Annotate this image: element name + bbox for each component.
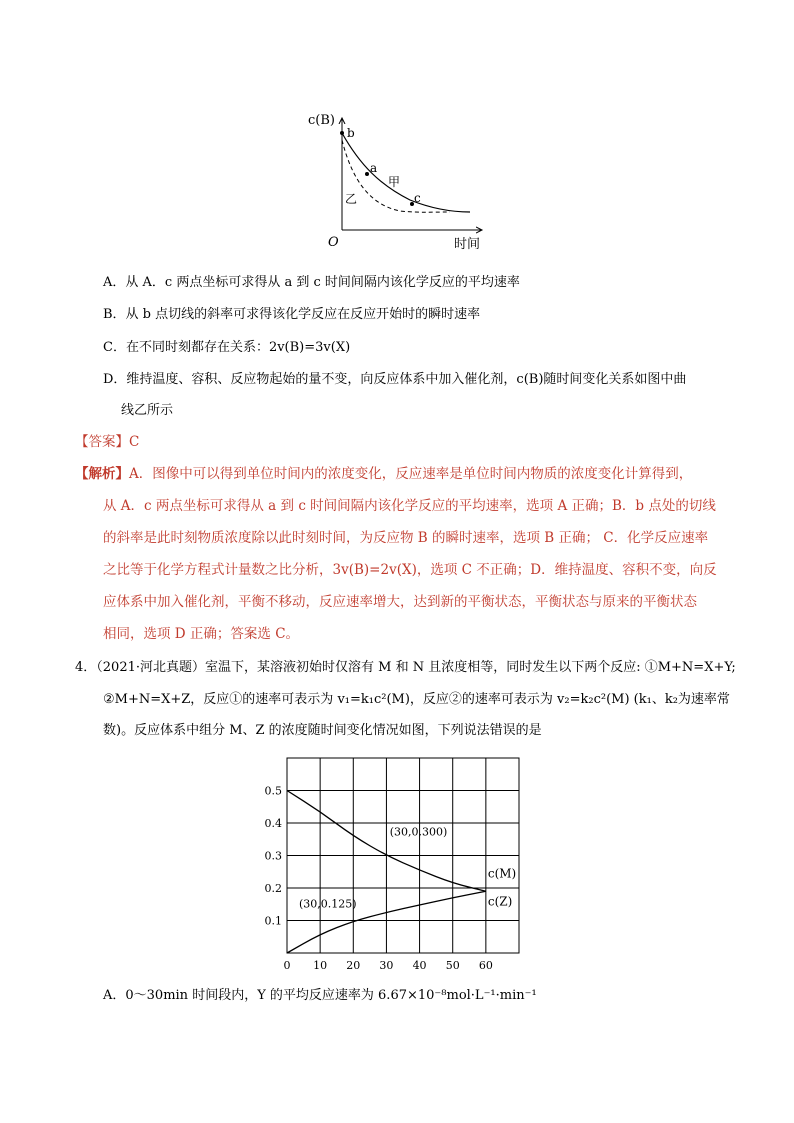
y-tick-label: 0.2	[264, 882, 282, 895]
q3-option-c: C．在不同时刻都存在关系：2v(B)=3v(X)	[103, 340, 351, 355]
y-axis-label: c(B)	[308, 113, 335, 128]
q4-line-3: 数)。反应体系中组分 M、Z 的浓度随时间变化情况如图，下列说法错误的是	[103, 723, 542, 738]
answer-value: C	[129, 434, 140, 450]
answer-label: 【答案】	[75, 434, 129, 450]
x-tick-label: 50	[445, 959, 460, 972]
analysis-line-6: 相同，选项 D 正确；答案选 C。	[103, 626, 300, 642]
x-tick-label: 40	[412, 959, 427, 972]
answer-row	[75, 430, 139, 450]
analysis-line-1: 【解析】A．图像中可以得到单位时间内的浓度变化，反应速率是单位时间内物质的浓度变化计算得到，	[75, 466, 693, 482]
curve-jia-label: 甲	[388, 175, 401, 189]
x-tick-label: 0	[283, 959, 291, 972]
analysis-line-4: 之比等于化学方程式计量数之比分析，3v(B)=2v(X)，选项 C 不正确；D．维持温度、容积不变，向反	[103, 562, 717, 578]
origin-label: O	[328, 235, 339, 250]
curve-yi-label: 乙	[345, 192, 358, 206]
q4-line-2: ②M+N=X+Z，反应①的速率可表示为 v₁=k₁c²(M)，反应②的速率可表示为 v₂=k₂c²(M) (k₁、k₂为速率常	[103, 692, 730, 707]
point-c-label: c	[414, 191, 421, 205]
x-tick-label: 30	[379, 959, 394, 972]
y-tick-label: 0.4	[264, 817, 282, 830]
q4-source: （2021·河北真题）	[96, 660, 205, 675]
q4-number: 4．	[75, 660, 97, 675]
y-tick-label: 0.1	[264, 914, 282, 928]
point-b-label: b	[347, 126, 355, 140]
q4-option-a: A．0～30min 时间段内，Y 的平均反应速率为 6.67×10⁻⁸mol·L⁻¹·min⁻¹	[103, 988, 537, 1003]
y-tick-label: 0.3	[264, 849, 282, 863]
x-axis-label: 时间	[454, 237, 481, 252]
q3-option-b: B．从 b 点切线的斜率可求得该化学反应在反应开始时的瞬时速率	[103, 307, 481, 322]
curve-jia	[342, 133, 470, 212]
annotation-z-30: (30,0.125)	[299, 897, 357, 911]
series-label-cm: c(M)	[487, 866, 517, 881]
q4-line-1: 4．（2021·河北真题）室温下，某溶液初始时仅溶有 M 和 N 且浓度相等，同时发生以下两个反应: ①M+N=X+Y;	[75, 660, 736, 675]
analysis-line-5: 应体系中加入催化剂，平衡不移动，反应速率增大，达到新的平衡状态，平衡状态与原来的平衡状态	[103, 594, 697, 610]
point-b-dot	[340, 131, 344, 135]
y-tick-label: 0.5	[264, 784, 282, 798]
x-tick-label: 20	[346, 959, 361, 972]
figure-cb-time	[300, 100, 500, 255]
q3-option-a: A．从 A．c 两点坐标可求得从 a 到 c 时间间隔内该化学反应的平均速率	[103, 275, 520, 290]
x-tick-label: 10	[313, 959, 328, 972]
concentration-chart	[255, 748, 545, 973]
analysis-line-2: 从 A．c 两点坐标可求得从 a 到 c 时间间隔内该化学反应的平均速率，选项 A 正确；B．b 点处的切线	[103, 498, 716, 514]
q3-option-d-cont: 线乙所示	[121, 403, 174, 418]
analysis-line-3: 的斜率是此时刻物质浓度除以此时刻时间，为反应物 B 的瞬时速率，选项 B 正确； C．化学反应速率	[103, 530, 709, 546]
analysis-label: 【解析】	[75, 466, 129, 482]
series-label-cz: c(Z)	[487, 894, 513, 909]
point-a-dot	[365, 172, 369, 176]
point-a-label: a	[370, 161, 378, 175]
q3-option-d: D．维持温度、容积、反应物起始的量不变，向反应体系中加入催化剂，c(B)随时间变化关系如图中曲	[103, 372, 687, 387]
annotation-m-30: (30,0.300)	[389, 825, 448, 839]
x-tick-label: 60	[478, 959, 493, 972]
